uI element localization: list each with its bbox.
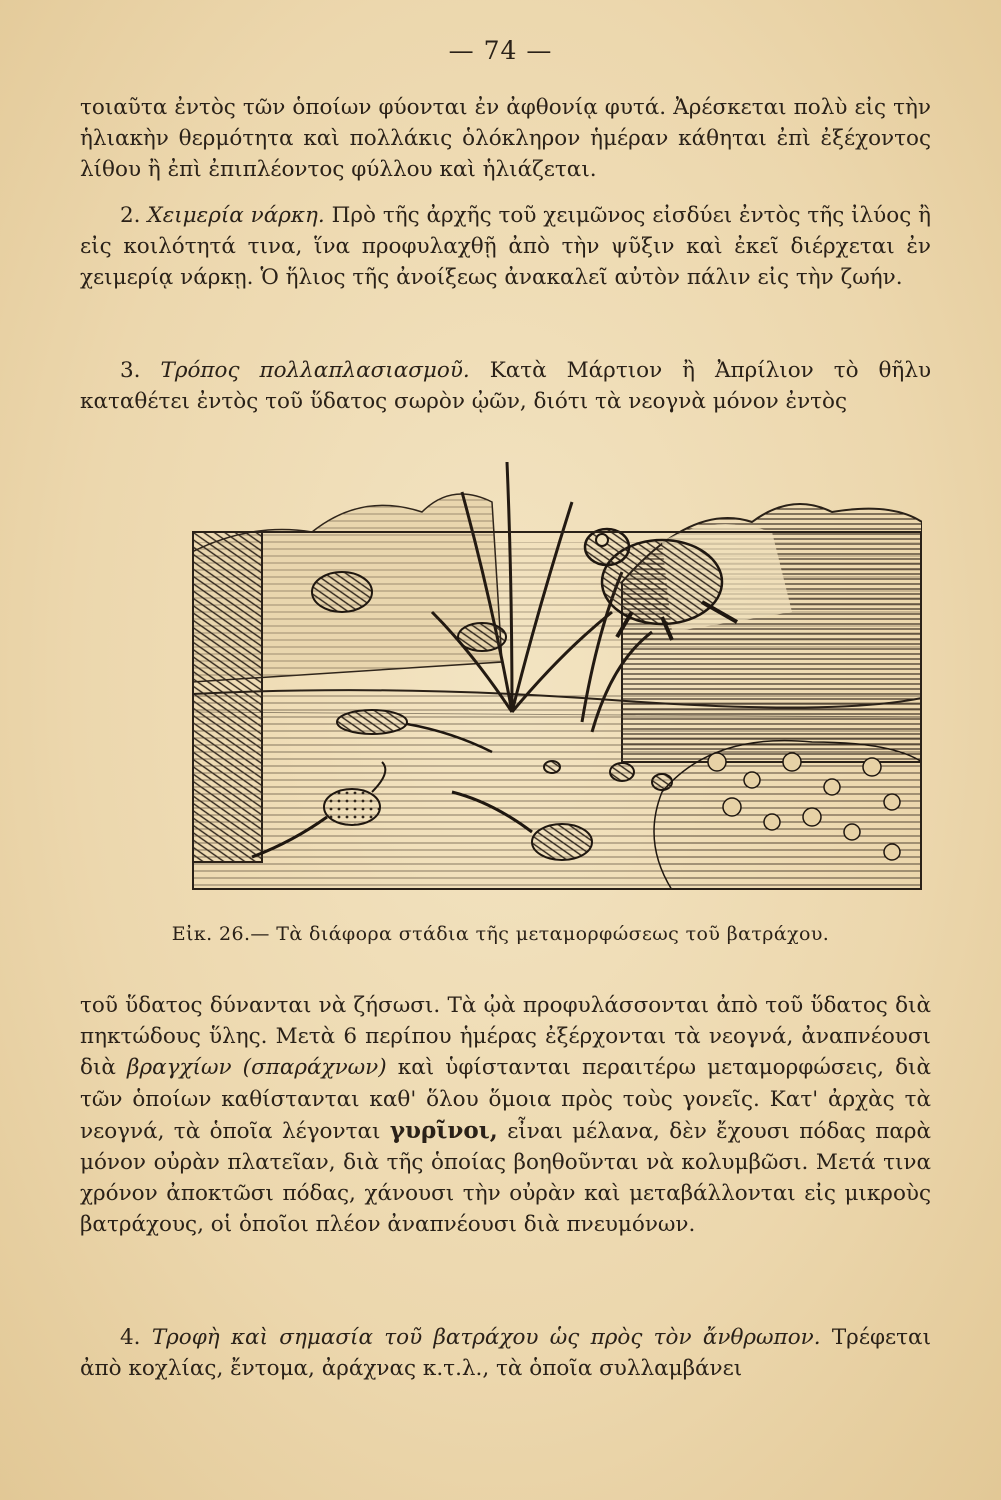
intro-text: τοιαῦτα ἐντὸς τῶν ὁποίων φύονται ἐν ἀφθονίᾳ φυτά. Ἀρέσκεται πολὺ εἰς τὴν ἡλιακὴν θερμότητα καὶ πολλάκις ὁλόκληρον ἡμέραν κάθηται ἐπὶ ἐξέχοντος λίθου ἢ ἐπὶ ἐπιπλέοντος φύλλου καὶ ἡλιάζεται.: [80, 95, 931, 183]
section-2-number: 2.: [120, 203, 141, 228]
section-3-heading: Τρόπος πολλαπλασιασμοῦ.: [160, 358, 470, 383]
page-number: — 74 —: [448, 36, 553, 65]
section-4-paragraph: [80, 1322, 931, 1384]
term-tadpoles: γυρῖνοι,: [389, 1116, 498, 1144]
section-4-heading: Τροφὴ καὶ σημασία τοῦ βατράχου ὡς πρὸς τὸν ἄνθρωπον.: [151, 1325, 821, 1350]
term-gills: βραγχίων (σπαράχνων): [127, 1055, 387, 1081]
figure-caption: Εἰκ. 26.— Τὰ διάφορα στάδια τῆς μεταμορφώσεως τοῦ βατράχου.: [171, 923, 830, 945]
frog-metamorphosis-illustration: [192, 462, 922, 890]
intro-paragraph: [80, 92, 931, 186]
section-3-number: 3.: [120, 358, 141, 383]
section-4-number: 4.: [120, 1325, 141, 1350]
section-2-heading: Χειμερία νάρκη.: [147, 203, 325, 228]
section-4-text: Τρέφεται ἀπὸ κοχλίας, ἔντομα, ἀράχνας κ.τ.λ., τὰ ὁποῖα συλλαμβάνει: [80, 1325, 931, 1382]
section-2-paragraph: [80, 200, 931, 294]
section-3-continuation-paragraph: [80, 990, 931, 1241]
section-3-cont-text-c: εἶναι μέλανα, δὲν ἔχουσι πόδας παρὰ μόνον οὐρὰν πλατεῖαν, διὰ τῆς ὁποίας βοηθοῦνται νὰ κολυμβῶσι. Μετά τινα χρόνον ἀποκτῶσι πόδας, χάνουσι τὴν οὐρὰν καὶ μεταβάλλονται εἰς μικροὺς βατράχους, οἱ ὁποῖοι πλέον ἀναπνέουσι διὰ πνευμόνων.: [80, 1118, 932, 1238]
section-2-text: Πρὸ τῆς ἀρχῆς τοῦ χειμῶνος εἰσδύει ἐντὸς τῆς ἰλύος ἢ εἰς κοιλότητά τινα, ἵνα προφυλαχθῇ ἀπὸ τὴν ψῦξιν καὶ ἐκεῖ διέρχεται ἐν χειμερίᾳ νάρκῃ. Ὁ ἥλιος τῆς ἀνοίξεως ἀνακαλεῖ αὐτὸν πάλιν εἰς τὴν ζωήν.: [80, 203, 931, 291]
section-3-text: Κατὰ Μάρτιον ἢ Ἀπρίλιον τὸ θῆλυ καταθέτει ἐντὸς τοῦ ὕδατος σωρὸν ᾠῶν, διότι τὰ νεογνὰ μόνον ἐντὸς: [80, 358, 932, 415]
section-3-cont-text-b: καὶ ὑφίστανται περαιτέρω μεταμορφώσεις, διὰ τῶν ὁποίων καθίστανται καθ' ὅλου ὅμοια πρὸς τοὺς γονεῖς. Κατ' ἀρχὰς τὰ νεογνά, τὰ ὁποῖα λέγονται: [80, 1055, 931, 1144]
egg-mass-drawing: [654, 741, 922, 890]
section-3-cont-text-a: τοῦ ὕδατος δύνανται νὰ ζήσωσι. Τὰ ᾠὰ προφυλάσσονται ἀπὸ τοῦ ὕδατος διὰ πηκτώδους ὕλης. Μετὰ 6 περίπου ἡμέρας ἐξέρχονται τὰ νεογνά, ἀναπνέουσι διὰ: [80, 993, 931, 1081]
section-3-paragraph: [80, 355, 931, 417]
